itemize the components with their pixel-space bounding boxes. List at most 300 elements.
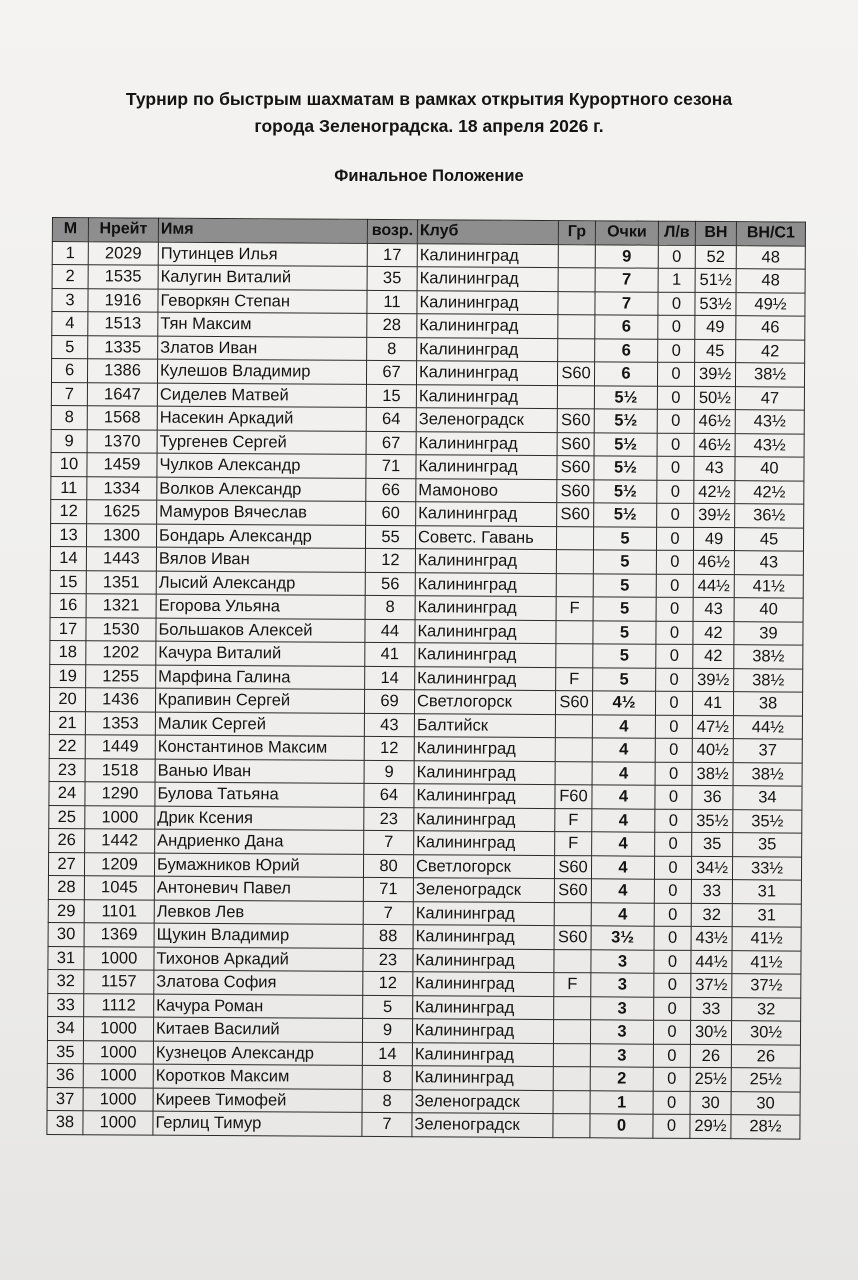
standings-subtitle: Финальное Положение bbox=[334, 167, 524, 185]
cell-age: 71 bbox=[363, 877, 413, 901]
cell-age: 12 bbox=[365, 548, 415, 572]
cell-age: 60 bbox=[366, 501, 416, 525]
cell-place: 34 bbox=[47, 1016, 83, 1040]
cell-group bbox=[555, 714, 592, 738]
cell-buchholz: 53½ bbox=[695, 292, 736, 316]
cell-age: 9 bbox=[364, 760, 414, 784]
cell-buchholz: 36 bbox=[692, 785, 733, 809]
cell-club: Балтийск bbox=[414, 713, 555, 737]
cell-club: Зеленоградск bbox=[416, 408, 557, 432]
cell-age: 15 bbox=[366, 384, 416, 408]
cell-group bbox=[553, 1067, 590, 1091]
cell-rating: 1000 bbox=[85, 805, 155, 829]
cell-club: Калининград bbox=[417, 290, 558, 314]
cell-buchholz: 46½ bbox=[694, 433, 735, 457]
cell-place: 30 bbox=[48, 922, 84, 946]
cell-name: Марфина Галина bbox=[156, 665, 365, 690]
cell-buchholz: 29½ bbox=[690, 1114, 731, 1138]
cell-buchholz: 45 bbox=[695, 339, 736, 363]
cell-lv: 0 bbox=[658, 339, 695, 363]
cell-age: 14 bbox=[365, 666, 415, 690]
cell-lv: 0 bbox=[658, 315, 695, 339]
cell-rating: 1000 bbox=[83, 1064, 153, 1088]
table-row bbox=[47, 1110, 800, 1138]
cell-club: Калининград bbox=[415, 572, 556, 596]
cell-rating: 1000 bbox=[83, 1087, 153, 1111]
cell-club: Калининград bbox=[412, 1042, 553, 1066]
cell-age: 64 bbox=[364, 783, 414, 807]
cell-name: Лысий Александр bbox=[156, 571, 365, 596]
cell-buchholz-cut1: 33½ bbox=[732, 856, 801, 880]
cell-lv: 0 bbox=[655, 715, 692, 739]
cell-rating: 1209 bbox=[84, 852, 154, 876]
cell-club: Калининград bbox=[414, 807, 555, 831]
cell-buchholz: 49 bbox=[693, 527, 734, 551]
cell-place: 28 bbox=[48, 875, 84, 899]
cell-place: 10 bbox=[51, 452, 87, 476]
cell-points: 0 bbox=[590, 1114, 653, 1138]
cell-rating: 1530 bbox=[86, 617, 156, 641]
cell-age: 7 bbox=[362, 1112, 412, 1136]
cell-club: Калининград bbox=[415, 619, 556, 643]
cell-buchholz-cut1: 34 bbox=[733, 786, 802, 810]
cell-buchholz: 52 bbox=[695, 245, 736, 269]
cell-rating: 1442 bbox=[85, 829, 155, 853]
cell-age: 71 bbox=[366, 454, 416, 478]
cell-lv: 0 bbox=[654, 856, 691, 880]
cell-club: Калининград bbox=[414, 784, 555, 808]
cell-lv: 0 bbox=[654, 997, 691, 1021]
cell-rating: 1625 bbox=[87, 500, 157, 524]
cell-group bbox=[554, 902, 591, 926]
cell-buchholz: 49 bbox=[695, 315, 736, 339]
standings-table bbox=[46, 217, 806, 1139]
cell-points: 5½ bbox=[594, 479, 657, 503]
cell-buchholz: 50½ bbox=[694, 386, 735, 410]
cell-rating: 1000 bbox=[83, 1017, 153, 1041]
cell-age: 80 bbox=[363, 854, 413, 878]
col-header-buchholz-cut1: ВН/С1 bbox=[736, 222, 805, 246]
cell-buchholz-cut1: 38½ bbox=[735, 363, 804, 387]
cell-lv: 0 bbox=[657, 480, 694, 504]
cell-lv: 0 bbox=[656, 621, 693, 645]
col-header-rating: Нрейт bbox=[88, 218, 158, 242]
cell-age: 8 bbox=[362, 1089, 412, 1113]
cell-points: 5½ bbox=[594, 456, 657, 480]
cell-place: 4 bbox=[52, 312, 88, 336]
cell-name: Кузнецов Александр bbox=[153, 1041, 362, 1066]
cell-buchholz: 44½ bbox=[693, 574, 734, 598]
cell-buchholz-cut1: 30½ bbox=[731, 1021, 800, 1045]
cell-group: F bbox=[555, 832, 592, 856]
cell-points: 3 bbox=[590, 1020, 653, 1044]
cell-place: 37 bbox=[47, 1087, 83, 1111]
cell-group bbox=[556, 526, 593, 550]
cell-buchholz-cut1: 43½ bbox=[735, 410, 804, 434]
cell-name: Сиделев Матвей bbox=[157, 383, 366, 408]
cell-buchholz-cut1: 36½ bbox=[735, 504, 804, 528]
cell-club: Калининград bbox=[416, 431, 557, 455]
cell-name: Малик Сергей bbox=[155, 712, 364, 737]
cell-buchholz-cut1: 42½ bbox=[735, 480, 804, 504]
cell-buchholz: 42 bbox=[693, 621, 734, 645]
cell-rating: 1000 bbox=[83, 1040, 153, 1064]
cell-buchholz-cut1: 47 bbox=[735, 386, 804, 410]
cell-place: 25 bbox=[49, 805, 85, 829]
cell-points: 4½ bbox=[592, 691, 655, 715]
cell-age: 7 bbox=[363, 901, 413, 925]
cell-age: 5 bbox=[363, 995, 413, 1019]
cell-rating: 1351 bbox=[86, 570, 156, 594]
cell-name: Киреев Тимофей bbox=[153, 1088, 362, 1113]
col-header-points: Очки bbox=[595, 221, 658, 245]
cell-name: Ванью Иван bbox=[155, 759, 364, 784]
cell-club: Калининград bbox=[413, 925, 554, 949]
cell-age: 8 bbox=[365, 595, 415, 619]
cell-age: 28 bbox=[367, 313, 417, 337]
cell-buchholz: 39½ bbox=[693, 668, 734, 692]
cell-rating: 1334 bbox=[87, 476, 157, 500]
cell-club: Калининград bbox=[415, 549, 556, 573]
cell-rating: 1321 bbox=[86, 594, 156, 618]
cell-club: Калининград bbox=[413, 995, 554, 1019]
cell-lv: 0 bbox=[658, 245, 695, 269]
cell-club: Калининград bbox=[412, 1066, 553, 1090]
cell-rating: 1112 bbox=[84, 993, 154, 1017]
cell-buchholz: 43 bbox=[694, 456, 735, 480]
cell-buchholz-cut1: 28½ bbox=[731, 1115, 800, 1139]
cell-club: Калининград bbox=[417, 267, 558, 291]
cell-group: S60 bbox=[557, 456, 594, 480]
cell-lv: 0 bbox=[655, 832, 692, 856]
cell-points: 5½ bbox=[594, 409, 657, 433]
cell-name: Антоневич Павел bbox=[154, 876, 363, 901]
cell-age: 64 bbox=[366, 407, 416, 431]
cell-place: 1 bbox=[52, 241, 88, 265]
cell-place: 18 bbox=[50, 640, 86, 664]
cell-group bbox=[556, 644, 593, 668]
cell-lv: 0 bbox=[654, 879, 691, 903]
cell-buchholz-cut1: 48 bbox=[736, 245, 805, 269]
cell-points: 3 bbox=[591, 973, 654, 997]
cell-buchholz-cut1: 48 bbox=[736, 269, 805, 293]
cell-name: Константинов Максим bbox=[155, 735, 364, 760]
cell-name: Тургенев Сергей bbox=[157, 430, 366, 455]
cell-buchholz: 34½ bbox=[691, 856, 732, 880]
cell-age: 7 bbox=[364, 830, 414, 854]
cell-group bbox=[556, 620, 593, 644]
cell-club: Калининград bbox=[416, 455, 557, 479]
cell-age: 55 bbox=[365, 525, 415, 549]
cell-points: 5 bbox=[593, 550, 656, 574]
cell-age: 12 bbox=[364, 736, 414, 760]
cell-buchholz-cut1: 44½ bbox=[733, 715, 802, 739]
cell-place: 11 bbox=[51, 476, 87, 500]
cell-group: S60 bbox=[554, 926, 591, 950]
cell-name: Волков Александр bbox=[157, 477, 366, 502]
cell-lv: 0 bbox=[653, 1020, 690, 1044]
cell-name: Крапивин Сергей bbox=[155, 688, 364, 713]
cell-group bbox=[553, 1114, 590, 1138]
cell-lv: 0 bbox=[653, 1091, 690, 1115]
cell-name: Тян Максим bbox=[158, 312, 367, 337]
cell-buchholz: 44½ bbox=[691, 950, 732, 974]
cell-points: 7 bbox=[595, 268, 658, 292]
cell-points: 6 bbox=[595, 315, 658, 339]
cell-place: 22 bbox=[49, 734, 85, 758]
cell-club: Калининград bbox=[413, 901, 554, 925]
cell-place: 27 bbox=[48, 852, 84, 876]
cell-club: Мамоново bbox=[416, 478, 557, 502]
cell-age: 44 bbox=[365, 619, 415, 643]
cell-points: 5½ bbox=[594, 385, 657, 409]
cell-name: Качура Роман bbox=[154, 994, 363, 1019]
cell-place: 20 bbox=[49, 687, 85, 711]
cell-buchholz-cut1: 46 bbox=[736, 316, 805, 340]
cell-buchholz-cut1: 25½ bbox=[731, 1068, 800, 1092]
cell-buchholz: 42 bbox=[693, 644, 734, 668]
cell-club: Зеленоградск bbox=[412, 1113, 553, 1137]
cell-buchholz-cut1: 49½ bbox=[736, 292, 805, 316]
cell-place: 15 bbox=[50, 570, 86, 594]
cell-name: Егорова Ульяна bbox=[156, 594, 365, 619]
cell-rating: 1436 bbox=[85, 688, 155, 712]
cell-name: Щукин Владимир bbox=[154, 923, 363, 948]
cell-club: Калининград bbox=[413, 948, 554, 972]
cell-group: F bbox=[556, 597, 593, 621]
cell-rating: 1369 bbox=[84, 923, 154, 947]
cell-lv: 0 bbox=[657, 362, 694, 386]
cell-club: Калининград bbox=[416, 502, 557, 526]
cell-buchholz-cut1: 31 bbox=[732, 903, 801, 927]
cell-rating: 1101 bbox=[84, 899, 154, 923]
cell-lv: 0 bbox=[655, 785, 692, 809]
cell-club: Калининград bbox=[414, 831, 555, 855]
cell-points: 7 bbox=[595, 291, 658, 315]
cell-buchholz-cut1: 41½ bbox=[734, 574, 803, 598]
cell-lv: 0 bbox=[654, 926, 691, 950]
cell-group: S60 bbox=[557, 432, 594, 456]
cell-age: 23 bbox=[363, 948, 413, 972]
cell-group bbox=[558, 244, 595, 268]
cell-lv: 0 bbox=[653, 1044, 690, 1068]
cell-buchholz: 32 bbox=[691, 903, 732, 927]
cell-buchholz: 33 bbox=[691, 997, 732, 1021]
cell-club: Зеленоградск bbox=[413, 878, 554, 902]
cell-lv: 0 bbox=[658, 292, 695, 316]
cell-place: 38 bbox=[47, 1110, 83, 1134]
cell-buchholz-cut1: 32 bbox=[732, 997, 801, 1021]
cell-points: 1 bbox=[590, 1090, 653, 1114]
cell-points: 4 bbox=[592, 761, 655, 785]
cell-rating: 1255 bbox=[86, 664, 156, 688]
cell-name: Златова София bbox=[154, 970, 363, 995]
cell-place: 29 bbox=[48, 899, 84, 923]
cell-club: Зеленоградск bbox=[412, 1089, 553, 1113]
cell-age: 23 bbox=[364, 807, 414, 831]
cell-place: 7 bbox=[51, 382, 87, 406]
title-line-1: Турнир по быстрым шахматам в рамках открытия Курортного сезона bbox=[125, 89, 733, 109]
cell-name: Вялов Иван bbox=[156, 547, 365, 572]
cell-buchholz-cut1: 42 bbox=[736, 339, 805, 363]
cell-place: 13 bbox=[50, 523, 86, 547]
cell-age: 14 bbox=[362, 1042, 412, 1066]
cell-group bbox=[554, 996, 591, 1020]
cell-club: Калининград bbox=[416, 384, 557, 408]
cell-buchholz-cut1: 38 bbox=[733, 692, 802, 716]
cell-rating: 1300 bbox=[86, 523, 156, 547]
col-header-name: Имя bbox=[158, 218, 367, 243]
cell-group bbox=[555, 738, 592, 762]
cell-name: Качура Виталий bbox=[156, 641, 365, 666]
cell-club: Калининград bbox=[414, 760, 555, 784]
cell-place: 19 bbox=[50, 664, 86, 688]
cell-rating: 1045 bbox=[84, 876, 154, 900]
cell-club: Калининград bbox=[414, 737, 555, 761]
cell-lv: 0 bbox=[656, 574, 693, 598]
cell-lv: 0 bbox=[654, 950, 691, 974]
cell-buchholz: 39½ bbox=[694, 503, 735, 527]
cell-age: 67 bbox=[366, 431, 416, 455]
cell-rating: 1518 bbox=[85, 758, 155, 782]
cell-points: 9 bbox=[595, 244, 658, 268]
cell-buchholz: 43 bbox=[693, 597, 734, 621]
cell-place: 17 bbox=[50, 617, 86, 641]
title-line-2: города Зеленоградска. 18 апреля 2026 г. bbox=[254, 116, 604, 136]
cell-buchholz-cut1: 30 bbox=[731, 1091, 800, 1115]
cell-points: 6 bbox=[595, 338, 658, 362]
cell-points: 4 bbox=[592, 738, 655, 762]
cell-buchholz: 46½ bbox=[693, 550, 734, 574]
cell-age: 11 bbox=[367, 290, 417, 314]
cell-age: 43 bbox=[364, 713, 414, 737]
cell-buchholz: 35½ bbox=[692, 809, 733, 833]
cell-club: Советс. Гавань bbox=[415, 525, 556, 549]
cell-name: Калугин Виталий bbox=[158, 265, 367, 290]
cell-group bbox=[558, 338, 595, 362]
cell-group: S60 bbox=[557, 362, 594, 386]
cell-buchholz-cut1: 43½ bbox=[735, 433, 804, 457]
cell-name: Дрик Ксения bbox=[155, 806, 364, 831]
cell-club: Калининград bbox=[415, 643, 556, 667]
cell-lv: 0 bbox=[656, 550, 693, 574]
cell-rating: 1000 bbox=[84, 946, 154, 970]
cell-place: 24 bbox=[49, 781, 85, 805]
cell-points: 4 bbox=[592, 714, 655, 738]
cell-age: 88 bbox=[363, 924, 413, 948]
col-header-lv: Л/в bbox=[658, 221, 695, 245]
cell-rating: 1290 bbox=[85, 782, 155, 806]
cell-lv: 0 bbox=[653, 1067, 690, 1091]
cell-age: 17 bbox=[367, 243, 417, 267]
cell-name: Герлиц Тимур bbox=[153, 1111, 362, 1136]
cell-name: Китаев Василий bbox=[153, 1017, 362, 1042]
cell-name: Чулков Александр bbox=[157, 453, 366, 478]
cell-buchholz-cut1: 43 bbox=[734, 551, 803, 575]
cell-name: Большаков Алексей bbox=[156, 618, 365, 643]
cell-group: F bbox=[554, 973, 591, 997]
cell-club: Светлогорск bbox=[413, 854, 554, 878]
cell-points: 5 bbox=[593, 620, 656, 644]
cell-name: Кулешов Владимир bbox=[157, 359, 366, 384]
cell-lv: 0 bbox=[657, 433, 694, 457]
cell-group: F bbox=[556, 667, 593, 691]
cell-place: 35 bbox=[47, 1040, 83, 1064]
cell-name: Бондарь Александр bbox=[156, 524, 365, 549]
col-header-club: Клуб bbox=[417, 220, 558, 244]
cell-place: 3 bbox=[52, 288, 88, 312]
cell-buchholz-cut1: 38½ bbox=[734, 645, 803, 669]
cell-group bbox=[556, 550, 593, 574]
cell-place: 32 bbox=[48, 969, 84, 993]
cell-age: 12 bbox=[363, 971, 413, 995]
cell-club: Калининград bbox=[413, 972, 554, 996]
cell-rating: 1335 bbox=[88, 335, 158, 359]
cell-name: Тихонов Аркадий bbox=[154, 947, 363, 972]
cell-buchholz-cut1: 39 bbox=[734, 621, 803, 645]
cell-place: 33 bbox=[48, 993, 84, 1017]
cell-place: 8 bbox=[51, 405, 87, 429]
cell-place: 31 bbox=[48, 946, 84, 970]
cell-rating: 1353 bbox=[85, 711, 155, 735]
cell-rating: 1386 bbox=[87, 359, 157, 383]
cell-age: 8 bbox=[367, 337, 417, 361]
cell-rating: 1202 bbox=[86, 641, 156, 665]
cell-points: 3 bbox=[591, 949, 654, 973]
cell-buchholz: 35 bbox=[692, 832, 733, 856]
cell-buchholz: 41 bbox=[692, 691, 733, 715]
cell-points: 3½ bbox=[591, 926, 654, 950]
cell-group bbox=[557, 385, 594, 409]
cell-lv: 0 bbox=[655, 762, 692, 786]
cell-buchholz-cut1: 35 bbox=[733, 833, 802, 857]
cell-points: 4 bbox=[591, 879, 654, 903]
cell-buchholz: 30 bbox=[690, 1091, 731, 1115]
cell-club: Калининград bbox=[417, 243, 558, 267]
cell-points: 5 bbox=[593, 597, 656, 621]
cell-place: 2 bbox=[52, 265, 88, 289]
cell-group bbox=[558, 268, 595, 292]
cell-lv: 0 bbox=[656, 597, 693, 621]
cell-buchholz-cut1: 31 bbox=[732, 880, 801, 904]
cell-age: 35 bbox=[367, 266, 417, 290]
cell-buchholz: 33 bbox=[691, 879, 732, 903]
cell-club: Калининград bbox=[415, 666, 556, 690]
col-header-place: М bbox=[52, 218, 88, 242]
cell-place: 9 bbox=[51, 429, 87, 453]
cell-name: Бумажников Юрий bbox=[154, 853, 363, 878]
cell-points: 3 bbox=[590, 1043, 653, 1067]
cell-group bbox=[558, 291, 595, 315]
cell-club: Калининград bbox=[416, 361, 557, 385]
cell-lv: 0 bbox=[657, 386, 694, 410]
cell-rating: 1916 bbox=[88, 288, 158, 312]
cell-age: 66 bbox=[366, 478, 416, 502]
cell-buchholz: 38½ bbox=[692, 762, 733, 786]
cell-group: S60 bbox=[554, 855, 591, 879]
cell-name: Путинцев Илья bbox=[158, 242, 367, 267]
cell-name: Насекин Аркадий bbox=[157, 406, 366, 431]
cell-group bbox=[558, 315, 595, 339]
cell-group bbox=[556, 573, 593, 597]
cell-lv: 0 bbox=[654, 903, 691, 927]
cell-points: 4 bbox=[592, 808, 655, 832]
cell-age: 67 bbox=[366, 360, 416, 384]
cell-age: 69 bbox=[364, 689, 414, 713]
cell-points: 5 bbox=[593, 644, 656, 668]
cell-rating: 1647 bbox=[87, 382, 157, 406]
cell-age: 9 bbox=[362, 1018, 412, 1042]
